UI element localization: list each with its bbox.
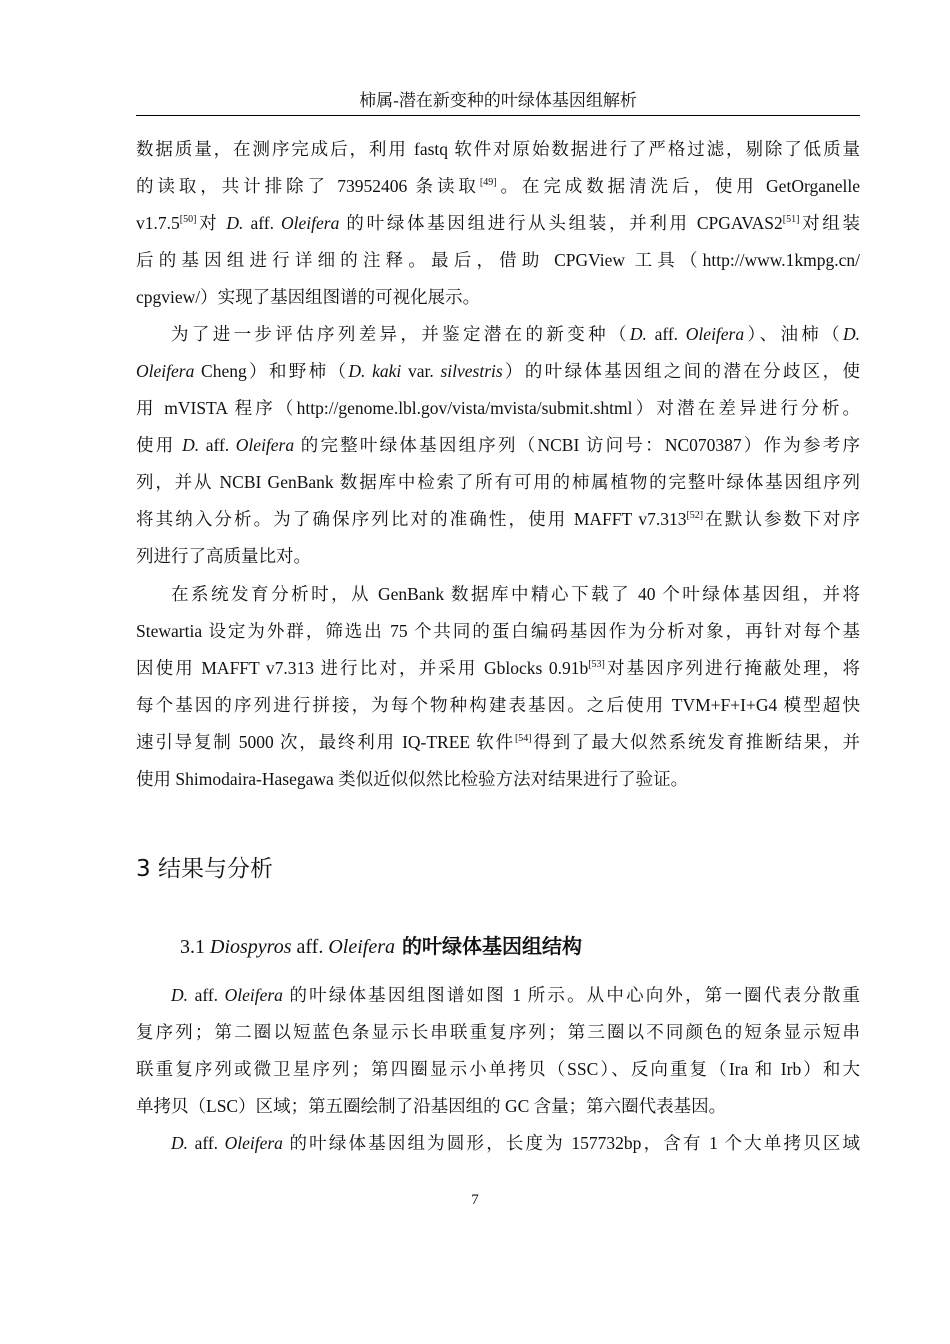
subsection-heading: 3.1 Diospyros aff. Oleifera 的叶绿体基因组结构	[180, 934, 582, 958]
text-line: 列，并从 NCBI GenBank 数据库中检索了所有可用的柿属植物的完整叶绿体基因组序列	[136, 472, 860, 492]
text-line: 使用 D. aff. Oleifera 的完整叶绿体基因组序列（NCBI 访问号：NC070387）作为参考序	[136, 435, 861, 455]
header-rule	[136, 115, 860, 116]
text-line: D. aff. Oleifera 的叶绿体基因组图谱如图 1 所示。从中心向外，第一圈代表分散重	[171, 985, 860, 1005]
text-line: 数据质量，在测序完成后，利用 fastq 软件对原始数据进行了严格过滤，剔除了低质量	[136, 139, 860, 159]
page-number: 7	[471, 1192, 479, 1208]
text-line: 单拷贝（LSC）区域；第五圈绘制了沿基因组的 GC 含量；第六圈代表基因。	[136, 1096, 727, 1116]
text-line: cpgview/）实现了基因组图谱的可视化展示。	[136, 287, 481, 307]
citation: [50]	[179, 214, 197, 225]
section-heading: 3 结果与分析	[136, 856, 273, 882]
citation: [51]	[782, 214, 800, 225]
text-line: Stewartia 设定为外群，筛选出 75 个共同的蛋白编码基因作为分析对象，再针对每个基	[136, 621, 860, 641]
citation: [49]	[479, 177, 497, 188]
paragraph-methods-phylogeny	[136, 576, 860, 798]
text-line: 在系统发育分析时，从 GenBank 数据库中精心下载了 40 个叶绿体基因组，并将	[171, 584, 860, 604]
text-line: Oleifera Cheng）和野柿（D. kaki var. silvestris）的叶绿体基因组之间的潜在分歧区，使	[136, 361, 860, 381]
citation: [54]	[514, 733, 532, 744]
paragraph-results-map	[136, 977, 860, 1125]
paragraph-methods-mvista	[136, 316, 860, 575]
text-line: 为了进一步评估序列差异，并鉴定潜在的新变种（D. aff. Oleifera）、油柿（D.	[171, 324, 861, 344]
citation: [53]	[588, 659, 605, 670]
text-line: 的读取，共计排除了 73952406 条读取[49]。在完成数据清洗后，使用 GetOrganelle	[136, 176, 860, 196]
text-line: 用 mVISTA 程序（http://genome.lbl.gov/vista/mvista/submit.shtml）对潜在差异进行分析。	[136, 398, 860, 418]
text-line: 速引导复制 5000 次，最终利用 IQ-TREE 软件[54]得到了最大似然系统发育推断结果，并	[136, 732, 860, 752]
text-line: 使用 Shimodaira-Hasegawa 类似近似似然比检验方法对结果进行了验证。	[136, 769, 689, 789]
text-line: 联重复序列或微卫星序列；第四圈显示小单拷贝（SSC）、反向重复（Ira 和 Irb）和大	[136, 1059, 860, 1079]
text-line: 将其纳入分析。为了确保序列比对的准确性，使用 MAFFT v7.313[52]在默认参数下对序	[136, 509, 860, 529]
paragraph-results-structure	[136, 1125, 860, 1162]
text-line: 列进行了高质量比对。	[136, 546, 311, 566]
text-line: D. aff. Oleifera 的叶绿体基因组为圆形，长度为 157732bp，含有 1 个大单拷贝区域	[171, 1133, 860, 1153]
text-line: 复序列；第二圈以短蓝色条显示长串联重复序列；第三圈以不同颜色的短条显示短串	[136, 1022, 860, 1042]
running-header: 柿属-潜在新变种的叶绿体基因组解析	[359, 91, 637, 110]
text-line: 后的基因组进行详细的注释。最后，借助 CPGView 工具（http://www.1kmpg.cn/	[136, 250, 860, 270]
text-line: v1.7.5[50]对 D. aff. Oleifera 的叶绿体基因组进行从头组装，并利用 CPGAVAS2[51]对组装	[136, 213, 861, 233]
text-line: 因使用 MAFFT v7.313 进行比对，并采用 Gblocks 0.91b[53]对基因序列进行掩蔽处理，将	[136, 658, 860, 678]
text-line: 每个基因的序列进行拼接，为每个物种构建表基因。之后使用 TVM+F+I+G4 模型超快	[136, 695, 860, 715]
citation: [52]	[686, 510, 704, 521]
paragraph-methods-assembly	[136, 131, 860, 316]
